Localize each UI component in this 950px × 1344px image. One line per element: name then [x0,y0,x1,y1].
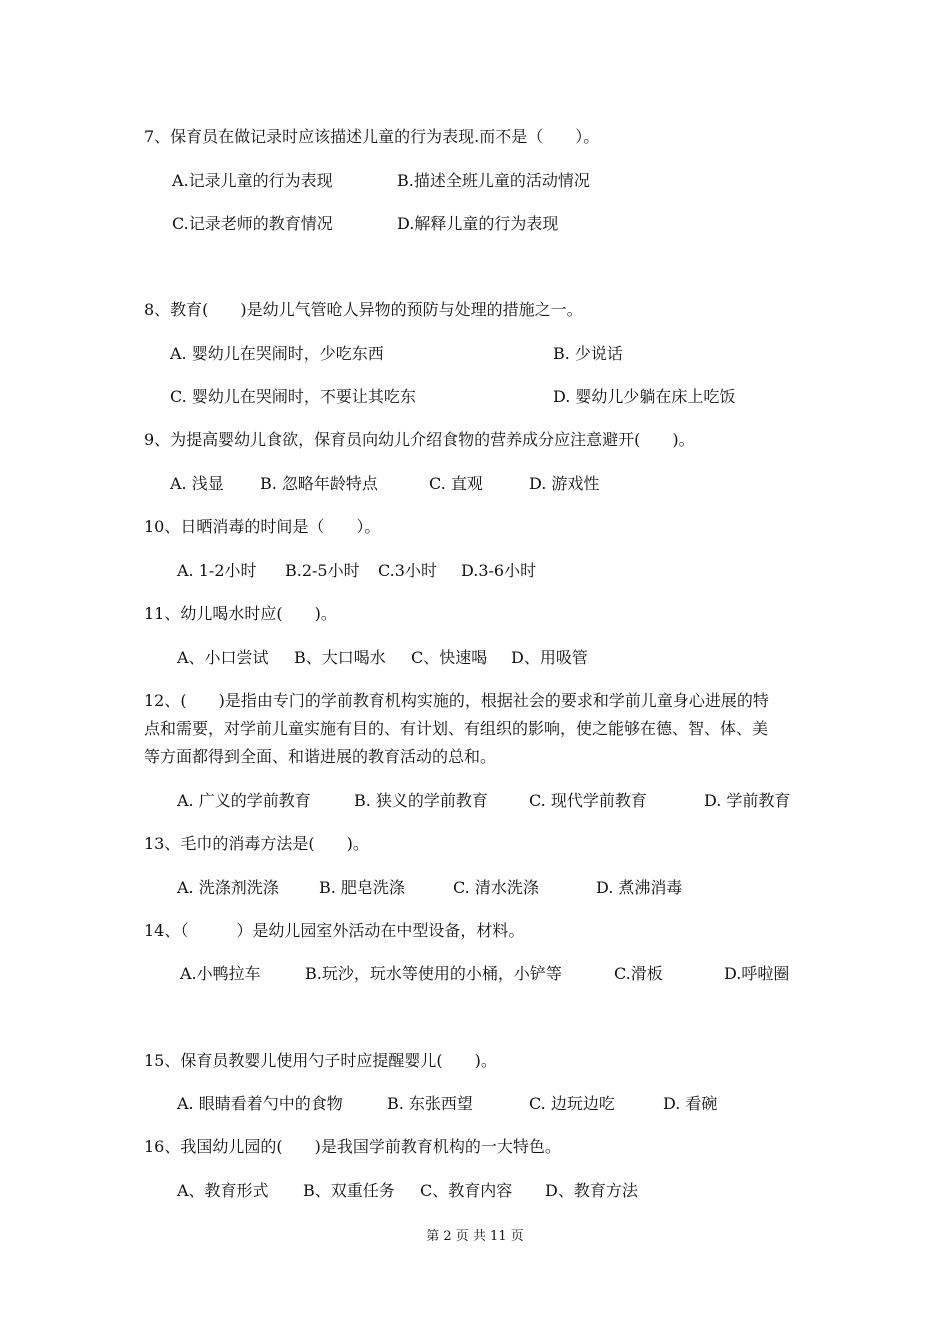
question-8-stem: 8、教育( )是幼儿气管呛人异物的预防与处理的措施之一。 [144,300,583,319]
question-12-option-b: B. 狭义的学前教育 [354,791,488,810]
question-8-option-b: B. 少说话 [553,344,623,363]
question-13-stem: 13、毛巾的消毒方法是( )。 [144,834,369,853]
question-16-option-d: D、教育方法 [545,1181,638,1200]
question-14-option-c: C.滑板 [614,964,663,983]
question-13-option-a: A. 洗涤剂洗涤 [177,878,279,897]
question-10-option-a: A. 1-2小时 [177,561,257,580]
question-16-stem: 16、我国幼儿园的( )是我国学前教育机构的一大特色。 [144,1137,561,1156]
question-8-option-d: D. 婴幼儿少躺在床上吃饭 [553,387,736,406]
question-13-option-d: D. 煮沸消毒 [596,878,683,897]
question-16-option-b: B、双重任务 [303,1181,395,1200]
question-11-option-c: C、快速喝 [411,648,488,667]
question-9-option-d: D. 游戏性 [529,474,600,493]
question-7-option-a: A.记录儿童的行为表现 [172,171,333,190]
question-10-stem: 10、日晒消毒的时间是（ ）。 [144,517,381,536]
page-footer: 第 2 页 共 11 页 [426,1229,524,1244]
question-12-option-d: D. 学前教育 [704,791,791,810]
question-16-option-a: A、教育形式 [177,1181,269,1200]
question-14-stem: 14、（ ）是幼儿园室外活动在中型设备，材料。 [144,921,525,940]
question-9-option-a: A. 浅显 [170,474,224,493]
question-16-option-c: C、教育内容 [420,1181,513,1200]
question-7-option-d: D.解释儿童的行为表现 [397,214,559,233]
question-10-option-d: D.3-6小时 [461,561,537,580]
question-15-option-c: C. 边玩边吃 [529,1094,615,1113]
question-11-option-d: D、用吸管 [511,648,588,667]
question-9-option-c: C. 直观 [429,474,483,493]
question-8-option-c: C. 婴幼儿在哭闹时，不要让其吃东 [170,387,416,406]
question-12-stem-line-3: 等方面都得到全面、和谐进展的教育活动的总和。 [144,747,497,766]
question-15-option-d: D. 看碗 [663,1094,718,1113]
question-11-stem: 11、幼儿喝水时应( )。 [144,604,337,623]
question-9-option-b: B. 忽略年龄特点 [260,474,378,493]
question-14-option-b: B.玩沙，玩水等使用的小桶，小铲等 [305,964,562,983]
question-14-option-a: A.小鸭拉车 [180,964,261,983]
question-11-option-a: A、小口尝试 [177,648,269,667]
question-15-option-a: A. 眼睛看着勺中的食物 [177,1094,343,1113]
question-11-option-b: B、大口喝水 [294,648,386,667]
question-12-stem-line-1: 12、( )是指由专门的学前教育机构实施的，根据社会的要求和学前儿童身心进展的特 [144,691,769,710]
question-13-option-b: B. 肥皂洗涤 [319,878,405,897]
question-15-stem: 15、保育员教婴儿使用勺子时应提醒婴儿( )。 [144,1051,497,1070]
question-9-stem: 9、为提高婴幼儿食欲，保育员向幼儿介绍食物的营养成分应注意避开( )。 [144,430,695,449]
question-8-option-a: A. 婴幼儿在哭闹时，少吃东西 [170,344,384,363]
question-10-option-b: B.2-5小时 [285,561,360,580]
question-7-option-c: C.记录老师的教育情况 [172,214,333,233]
question-12-option-c: C. 现代学前教育 [529,791,647,810]
question-14-option-d: D.呼啦圈 [724,964,790,983]
question-7-option-b: B.描述全班儿童的活动情况 [397,171,590,190]
question-7-stem: 7、保育员在做记录时应该描述儿童的行为表现.而不是（ ）。 [144,127,600,146]
question-13-option-c: C. 清水洗涤 [453,878,539,897]
question-12-option-a: A. 广义的学前教育 [177,791,311,810]
question-10-option-c: C.3小时 [378,561,437,580]
question-12-stem-line-2: 点和需要，对学前儿童实施有目的、有计划、有组织的影响，使之能够在德、智、体、美 [144,719,769,738]
question-15-option-b: B. 东张西望 [387,1094,473,1113]
